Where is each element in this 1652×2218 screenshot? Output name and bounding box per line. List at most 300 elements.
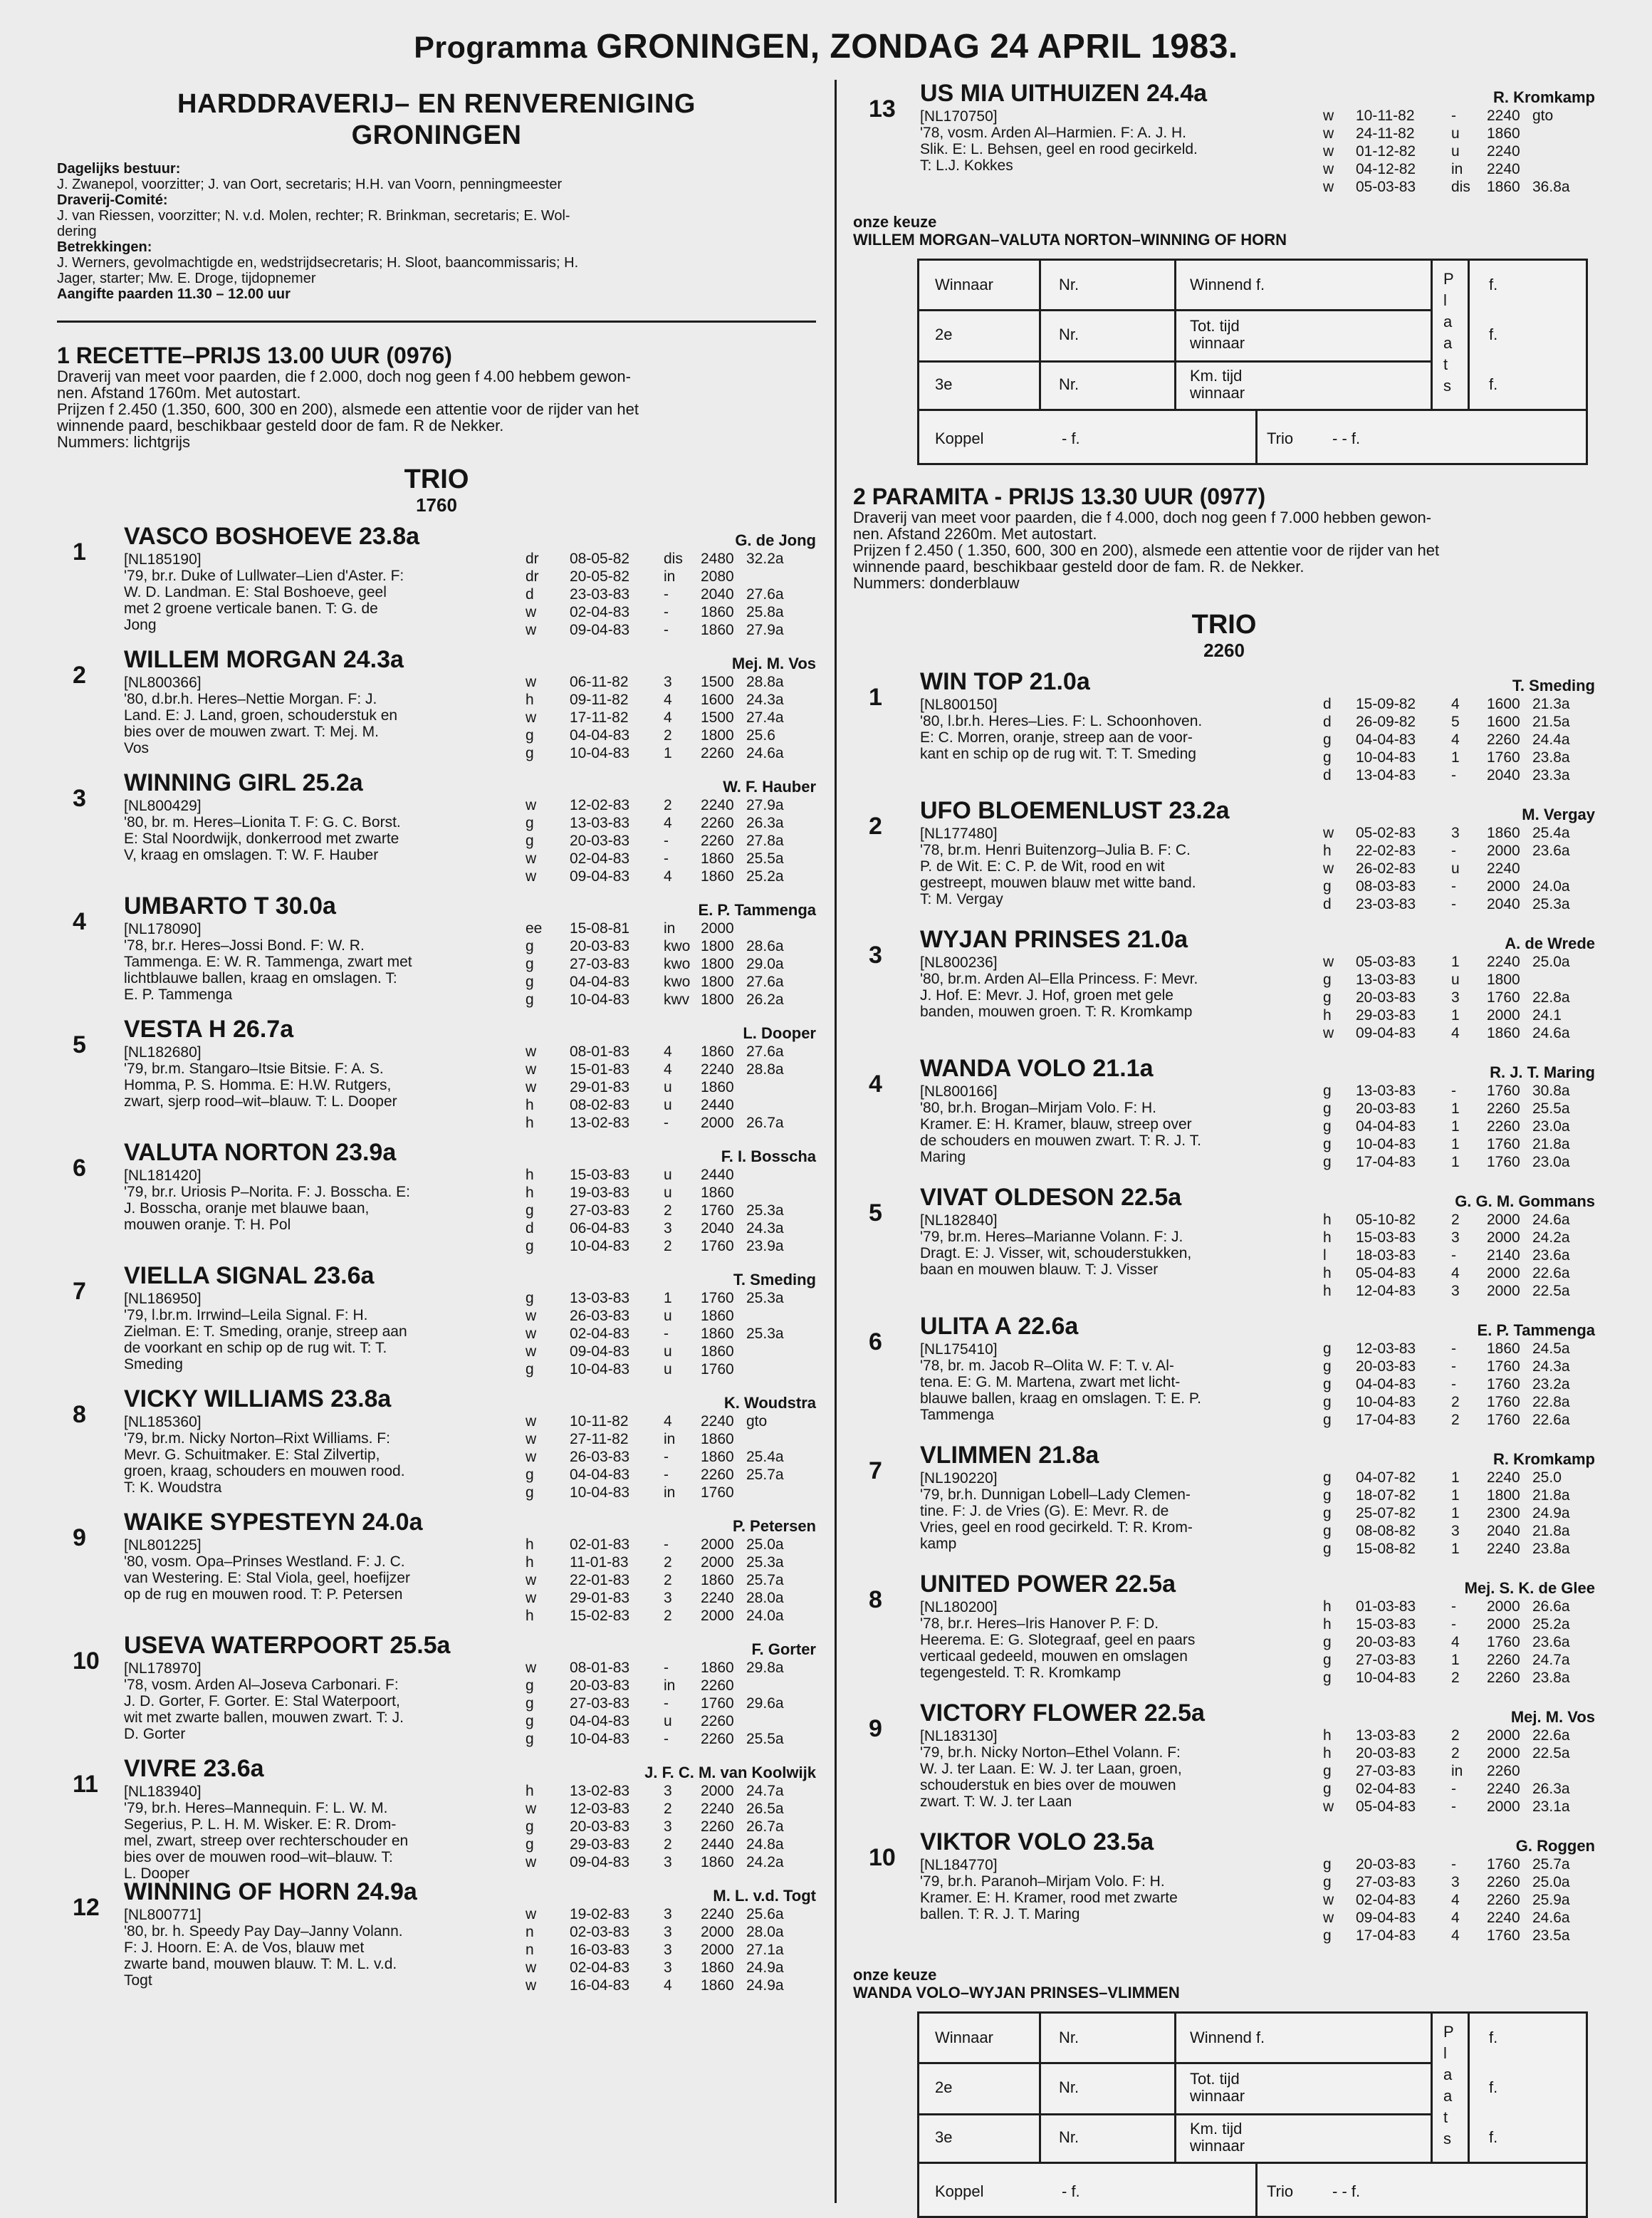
- description-line: '80, br. h. Speedy Pay Day–Janny Volann.: [124, 1923, 403, 1940]
- track-code: w: [1323, 1892, 1334, 1908]
- placing: 3: [1451, 989, 1460, 1006]
- distance: 1860: [701, 1660, 734, 1676]
- placing: 3: [664, 1590, 672, 1606]
- placing: -: [664, 604, 669, 620]
- start-row: [853, 1633, 1595, 1651]
- description-line: [NL183940]: [124, 1784, 202, 1800]
- horse-number: 9: [73, 1524, 86, 1551]
- start-row: [853, 107, 1595, 125]
- start-date: 05-10-82: [1356, 1212, 1416, 1228]
- track-code: dr: [526, 568, 539, 585]
- start-row: [853, 142, 1595, 160]
- start-row: [853, 878, 1595, 895]
- recent-starts: [853, 695, 1595, 784]
- placing: 2: [1451, 1727, 1460, 1744]
- start-row: [853, 895, 1595, 913]
- start-date: 19-02-83: [570, 1906, 630, 1922]
- km-time: 24.0a: [1532, 878, 1570, 895]
- plaats-letter: l: [1443, 291, 1447, 309]
- km-time: 25.5a: [1532, 1100, 1570, 1117]
- start-row: [57, 832, 816, 850]
- track-code: g: [1323, 989, 1332, 1006]
- track-code: w: [526, 868, 537, 885]
- km-time: 24.9a: [1532, 1505, 1570, 1521]
- distance: 2000: [1487, 1616, 1520, 1633]
- distance: 1760: [1487, 1634, 1520, 1650]
- start-row: [853, 160, 1595, 178]
- track-code: h: [1323, 843, 1332, 859]
- f-label: f.: [1489, 326, 1498, 343]
- start-row: [853, 1006, 1595, 1024]
- horse-number: 8: [869, 1586, 882, 1613]
- start-date: 17-04-83: [1356, 1927, 1416, 1944]
- start-row: [853, 1891, 1595, 1909]
- start-row: [57, 1219, 816, 1237]
- placing: 2: [1451, 1212, 1460, 1228]
- km-tijd-label: Km. tijd: [1190, 2120, 1243, 2138]
- track-code: g: [1323, 1376, 1332, 1392]
- track-code: g: [1323, 972, 1332, 988]
- distance: 2240: [1487, 860, 1520, 877]
- start-date: 20-03-83: [1356, 1100, 1416, 1117]
- track-code: w: [1323, 1910, 1334, 1926]
- track-code: g: [526, 1731, 534, 1747]
- placing: 4: [1451, 1025, 1460, 1041]
- distance: 2260: [701, 1713, 734, 1729]
- start-date: 04-04-83: [570, 727, 630, 744]
- distance: 2240: [1487, 108, 1520, 124]
- description-line: '78, vosm. Arden Al–Joseva Carbonari. F:: [124, 1677, 399, 1693]
- distance: 1860: [701, 1185, 734, 1201]
- km-time: 24.4a: [1532, 731, 1570, 748]
- description-line: '80, l.br.h. Heres–Lies. F: L. Schoonhoven.: [920, 713, 1203, 729]
- horse-trainer: G. de Jong: [735, 531, 816, 549]
- description-line: E: Stal Noordwijk, donkerrood met zwarte: [124, 831, 399, 847]
- track-code: g: [526, 1677, 534, 1694]
- placing: -: [664, 1326, 669, 1342]
- horse-entry: [57, 1755, 816, 1882]
- track-code: g: [1323, 1505, 1332, 1521]
- start-row: [853, 1798, 1595, 1816]
- km-time: 25.3a: [746, 1326, 784, 1342]
- start-date: 09-11-82: [570, 692, 629, 708]
- placing: in: [664, 1431, 676, 1447]
- association-title-line2: GRONINGEN: [351, 120, 522, 150]
- placing: -: [664, 1115, 669, 1131]
- form-line: [919, 409, 1586, 411]
- description-line: '80, vosm. Opa–Prinses Westland. F: J. C.: [124, 1553, 405, 1570]
- start-date: 10-04-83: [1356, 1670, 1416, 1686]
- distance: 1800: [701, 938, 734, 954]
- start-date: 27-03-83: [570, 1202, 630, 1219]
- start-row: [57, 568, 816, 585]
- tot-tijd-label: winnaar: [1190, 2087, 1245, 2105]
- start-row: [57, 991, 816, 1009]
- horse-entry: [853, 1313, 1595, 1442]
- km-time: 25.6: [746, 727, 775, 744]
- horse-number: 7: [73, 1278, 86, 1305]
- plaats-letter: t: [1443, 355, 1448, 373]
- track-code: w: [526, 850, 537, 867]
- form-line: [1255, 409, 1258, 463]
- track-code: g: [1323, 878, 1332, 895]
- start-row: [853, 1762, 1595, 1780]
- placing: -: [1451, 843, 1456, 859]
- title-city: GRONINGEN: [596, 28, 810, 66]
- track-code: g: [1323, 1523, 1332, 1539]
- description-line: [NL178970]: [124, 1660, 202, 1677]
- start-date: 10-04-83: [1356, 1394, 1416, 1410]
- distance: 2000: [1487, 1727, 1520, 1744]
- distance: 1860: [701, 1959, 734, 1976]
- start-date: 15-08-81: [570, 920, 630, 937]
- description-line: '79, br.m. Stangaro–Itsie Bitsie. F: A. S.: [124, 1061, 384, 1077]
- plaats-letter: a: [1443, 2066, 1453, 2083]
- horse-entry: [853, 1442, 1595, 1571]
- track-code: g: [1323, 1763, 1332, 1779]
- start-row: [57, 814, 816, 832]
- trio-fill: - - f.: [1332, 2182, 1361, 2200]
- placing: 1: [1451, 1487, 1460, 1504]
- placing: 3: [664, 674, 672, 690]
- placing: -: [664, 1536, 669, 1553]
- placing: 1: [1451, 1136, 1460, 1152]
- placing: u: [664, 1167, 672, 1183]
- description-line: tine. F: J. de Vries (G). E: Mevr. R. de: [920, 1503, 1169, 1519]
- start-date: 02-04-83: [570, 1959, 630, 1976]
- placing: -: [1451, 767, 1456, 783]
- placing: 2: [664, 1238, 672, 1254]
- horse-name: WINNING OF HORN 24.9a: [124, 1878, 417, 1905]
- horse-trainer: R. Kromkamp: [1492, 1450, 1595, 1468]
- description-line: Togt: [124, 1972, 152, 1989]
- placing: 2: [664, 1608, 672, 1624]
- left-column: [57, 80, 816, 2001]
- start-date: 12-03-83: [1356, 1340, 1416, 1357]
- start-row: [853, 1411, 1595, 1429]
- recent-starts: [853, 107, 1595, 196]
- placing: -: [1451, 1358, 1456, 1375]
- start-row: [853, 1246, 1595, 1264]
- km-time: 23.6a: [1532, 1634, 1570, 1650]
- derde-label: 3e: [935, 375, 953, 393]
- recent-starts: [57, 550, 816, 639]
- horse-trainer: E. P. Tammenga: [698, 901, 816, 919]
- start-row: [853, 1873, 1595, 1891]
- horse-name: WIN TOP 21.0a: [920, 668, 1090, 695]
- description-line: J. D. Gorter, F. Gorter. E: Stal Waterpoort,: [124, 1693, 400, 1709]
- track-code: w: [526, 1590, 537, 1606]
- track-code: g: [526, 1836, 534, 1853]
- distance: 1760: [1487, 1927, 1520, 1944]
- distance: 1800: [701, 991, 734, 1008]
- horse-name: WINNING GIRL 25.2a: [124, 769, 363, 796]
- km-time: 24.9a: [746, 1977, 784, 1994]
- distance: 2260: [701, 1818, 734, 1835]
- track-code: w: [1323, 143, 1334, 160]
- f-label: f.: [1489, 2128, 1498, 2146]
- placing: 4: [664, 1413, 672, 1430]
- placing: in: [664, 1677, 676, 1694]
- description-line: Smeding: [124, 1356, 183, 1373]
- start-row: [57, 585, 816, 603]
- placing: 3: [664, 1818, 672, 1835]
- horse-trainer: P. Petersen: [732, 1517, 816, 1535]
- start-row: [57, 709, 816, 727]
- koppel-label: Koppel: [935, 2182, 984, 2200]
- tot-tijd-label: Tot. tijd: [1190, 317, 1240, 335]
- km-time: 28.6a: [746, 938, 784, 954]
- horse-name: VIELLA SIGNAL 23.6a: [124, 1262, 375, 1289]
- description-line: wit met zwarte ballen, mouwen zwart. T: J.: [124, 1709, 404, 1726]
- race1-bet-form: [917, 259, 1588, 465]
- start-date: 17-11-82: [570, 709, 629, 726]
- placing: 1: [1451, 1652, 1460, 1668]
- start-date: 04-04-83: [1356, 731, 1416, 748]
- start-date: 13-03-83: [570, 1290, 630, 1306]
- nr-label: Nr.: [1059, 2078, 1079, 2096]
- aangifte: Aangifte paarden 11.30 – 12.00 uur: [57, 286, 291, 302]
- km-time: 25.0: [1532, 1469, 1562, 1486]
- start-row: [57, 1078, 816, 1096]
- track-code: w: [526, 1308, 537, 1324]
- placing: 3: [664, 1942, 672, 1958]
- track-code: w: [526, 604, 537, 620]
- start-date: 04-04-83: [1356, 1376, 1416, 1392]
- distance: 2080: [701, 568, 734, 585]
- distance: 1760: [701, 1290, 734, 1306]
- race1-title: 1 RECETTE–PRIJS 13.00 UUR (0976): [57, 343, 452, 368]
- start-row: [57, 1430, 816, 1448]
- placing: u: [1451, 860, 1460, 877]
- description-line: '78, br.m. Henri Buitenzorg–Julia B. F: C.: [920, 842, 1191, 858]
- track-code: g: [1323, 1634, 1332, 1650]
- start-row: [57, 1061, 816, 1078]
- form-line: [1431, 2014, 1433, 2162]
- placing: 1: [664, 745, 672, 761]
- track-code: w: [1323, 1798, 1334, 1815]
- start-date: 10-04-83: [570, 1361, 630, 1378]
- start-date: 08-02-83: [570, 1097, 630, 1113]
- distance: 1860: [1487, 825, 1520, 841]
- km-time: gto: [1532, 108, 1554, 124]
- track-code: h: [1323, 1283, 1332, 1299]
- description-line: '79, br.h. Dunnigan Lobell–Lady Clemen-: [920, 1487, 1191, 1503]
- track-code: g: [526, 1290, 534, 1306]
- track-code: g: [1323, 1670, 1332, 1686]
- horse-entry: [57, 646, 816, 769]
- start-row: [853, 178, 1595, 196]
- start-date: 13-03-83: [1356, 1727, 1416, 1744]
- km-time: 25.7a: [746, 1572, 784, 1588]
- horse-name: WYJAN PRINSES 21.0a: [920, 926, 1188, 953]
- horse-number: 1: [869, 684, 882, 711]
- track-code: w: [1323, 954, 1334, 970]
- koppel-fill: - f.: [1062, 429, 1080, 447]
- horse-name: UFO BLOEMENLUST 23.2a: [920, 797, 1230, 824]
- horse-entry: [853, 668, 1595, 797]
- track-code: n: [526, 1942, 534, 1958]
- km-time: 28.8a: [746, 1061, 784, 1078]
- description-line: [NL800771]: [124, 1907, 202, 1923]
- horse-number: 7: [869, 1457, 882, 1484]
- start-date: 02-04-83: [570, 1326, 630, 1342]
- track-code: g: [526, 833, 534, 849]
- placing: 1: [664, 1290, 672, 1306]
- km-time: 27.6a: [746, 974, 784, 990]
- track-code: w: [526, 1449, 537, 1465]
- horse-entry: [853, 1828, 1595, 1957]
- description-line: V, kraag en omslagen. T: W. F. Hauber: [124, 847, 379, 863]
- track-code: w: [526, 1413, 537, 1430]
- start-row: [57, 1448, 816, 1466]
- comite-line1: J. van Riessen, voorzitter; N. v.d. Molen, rechter; R. Brinkman, secretaris; E. Wol-: [57, 208, 570, 224]
- recent-starts: [57, 1905, 816, 1994]
- start-date: 15-03-83: [570, 1167, 630, 1183]
- placing: 4: [664, 1043, 672, 1060]
- km-time: 32.2a: [746, 551, 784, 567]
- distance: 1860: [701, 868, 734, 885]
- start-date: 02-01-83: [570, 1536, 630, 1553]
- start-row: [57, 673, 816, 691]
- track-code: w: [1323, 825, 1334, 841]
- distance: 2260: [1487, 1874, 1520, 1890]
- track-code: g: [526, 1467, 534, 1483]
- distance: 2260: [1487, 1763, 1520, 1779]
- horse-trainer: A. de Wrede: [1505, 934, 1595, 952]
- track-code: w: [1323, 161, 1334, 177]
- track-code: w: [526, 1801, 537, 1817]
- recent-starts: [853, 1082, 1595, 1171]
- start-date: 16-03-83: [570, 1942, 630, 1958]
- placing: kwo: [664, 938, 691, 954]
- race1-distance: 1760: [416, 494, 457, 516]
- distance: 1860: [1487, 179, 1520, 195]
- track-code: g: [1323, 1340, 1332, 1357]
- track-code: g: [1323, 1874, 1332, 1890]
- description-line: [NL170750]: [920, 108, 998, 125]
- placing: 2: [664, 1554, 672, 1571]
- distance: 1860: [701, 1854, 734, 1870]
- form-line: [919, 2162, 1586, 2164]
- distance: 1860: [701, 1043, 734, 1060]
- horse-name: WILLEM MORGAN 24.3a: [124, 646, 404, 673]
- placing: in: [1451, 161, 1463, 177]
- km-time: 25.3a: [746, 1290, 784, 1306]
- description-line: [NL180200]: [920, 1599, 998, 1615]
- track-code: g: [1323, 1487, 1332, 1504]
- distance: 2260: [701, 1467, 734, 1483]
- distance: 2240: [701, 1906, 734, 1922]
- race1-info-line: Draverij van meet voor paarden, die f 2.000, doch nog geen f 4.00 hebbem gewon-: [57, 368, 631, 385]
- km-time: 36.8a: [1532, 179, 1570, 195]
- tweede-label: 2e: [935, 2078, 953, 2096]
- form-line: [1431, 261, 1433, 409]
- track-code: g: [526, 991, 534, 1008]
- start-row: [57, 1941, 816, 1959]
- km-time: 26.7a: [746, 1818, 784, 1835]
- km-time: 25.8a: [746, 604, 784, 620]
- description-line: [NL182680]: [124, 1044, 202, 1061]
- track-code: w: [1323, 860, 1334, 877]
- f-label: f.: [1489, 2078, 1498, 2096]
- plaats-letter: s: [1443, 377, 1451, 395]
- start-date: 18-07-82: [1356, 1487, 1416, 1504]
- horse-number: 5: [869, 1199, 882, 1227]
- distance: 1760: [701, 1202, 734, 1219]
- start-date: 26-03-83: [570, 1449, 630, 1465]
- recent-starts: [57, 1166, 816, 1255]
- start-date: 04-04-83: [570, 1467, 630, 1483]
- track-code: g: [1323, 749, 1332, 766]
- start-date: 24-11-82: [1356, 125, 1415, 142]
- start-row: [853, 1780, 1595, 1798]
- start-date: 08-03-83: [1356, 878, 1416, 895]
- distance: 2240: [1487, 1469, 1520, 1486]
- horse-trainer: R. J. T. Maring: [1490, 1063, 1595, 1081]
- plaats-letter: a: [1443, 2087, 1453, 2105]
- track-code: h: [1323, 1727, 1332, 1744]
- horse-trainer: Mej. M. Vos: [1510, 1708, 1595, 1726]
- start-row: [57, 1800, 816, 1818]
- track-code: g: [1323, 1652, 1332, 1668]
- description-line: Kramer. E: H. Kramer, rood met zwarte: [920, 1890, 1178, 1906]
- description-line: D. Gorter: [124, 1726, 186, 1742]
- start-date: 13-03-83: [1356, 1083, 1416, 1099]
- start-date: 15-03-83: [1356, 1616, 1416, 1633]
- km-time: 22.6a: [1532, 1727, 1570, 1744]
- placing: -: [664, 1449, 669, 1465]
- start-date: 27-03-83: [1356, 1652, 1416, 1668]
- recent-starts: [853, 824, 1595, 913]
- track-code: l: [1323, 1247, 1327, 1264]
- start-row: [57, 1977, 816, 1994]
- f-label: f.: [1489, 2029, 1498, 2046]
- distance: 1600: [1487, 696, 1520, 712]
- placing: -: [1451, 1340, 1456, 1357]
- track-code: g: [1323, 731, 1332, 748]
- distance: 1760: [701, 1484, 734, 1501]
- track-code: w: [1323, 179, 1334, 195]
- description-line: [NL183130]: [920, 1728, 998, 1744]
- km-time: 25.6a: [746, 1906, 784, 1922]
- horse-number: 10: [73, 1647, 100, 1675]
- horse-name: VIVAT OLDESON 22.5a: [920, 1184, 1182, 1211]
- start-row: [57, 1959, 816, 1977]
- recent-starts: [57, 1289, 816, 1378]
- km-time: 25.9a: [1532, 1892, 1570, 1908]
- horse-number: 13: [869, 95, 896, 123]
- start-date: 27-11-82: [570, 1431, 629, 1447]
- start-date: 08-08-82: [1356, 1523, 1416, 1539]
- horse-trainer: T. Smeding: [733, 1271, 816, 1288]
- start-date: 02-04-83: [570, 850, 630, 867]
- distance: 2000: [701, 1924, 734, 1940]
- distance: 2000: [701, 1115, 734, 1131]
- horse-entry: [57, 1139, 816, 1262]
- km-time: 26.2a: [746, 991, 784, 1008]
- description-line: '80, d.br.h. Heres–Nettie Morgan. F: J.: [124, 691, 377, 707]
- description-line: ballen. T: R. J. T. Maring: [920, 1906, 1080, 1922]
- horse-trainer: F. I. Bosscha: [721, 1147, 816, 1165]
- km-time: 26.5a: [746, 1801, 784, 1817]
- horse-entry: [57, 1016, 816, 1139]
- start-date: 05-02-83: [1356, 825, 1416, 841]
- description-line: de voorkant en schip op de rug wit. T: T.: [124, 1340, 387, 1356]
- description-line: '79, br.h. Heres–Mannequin. F: L. W. M.: [124, 1800, 388, 1816]
- placing: in: [664, 568, 676, 585]
- km-time: 23.0a: [1532, 1118, 1570, 1135]
